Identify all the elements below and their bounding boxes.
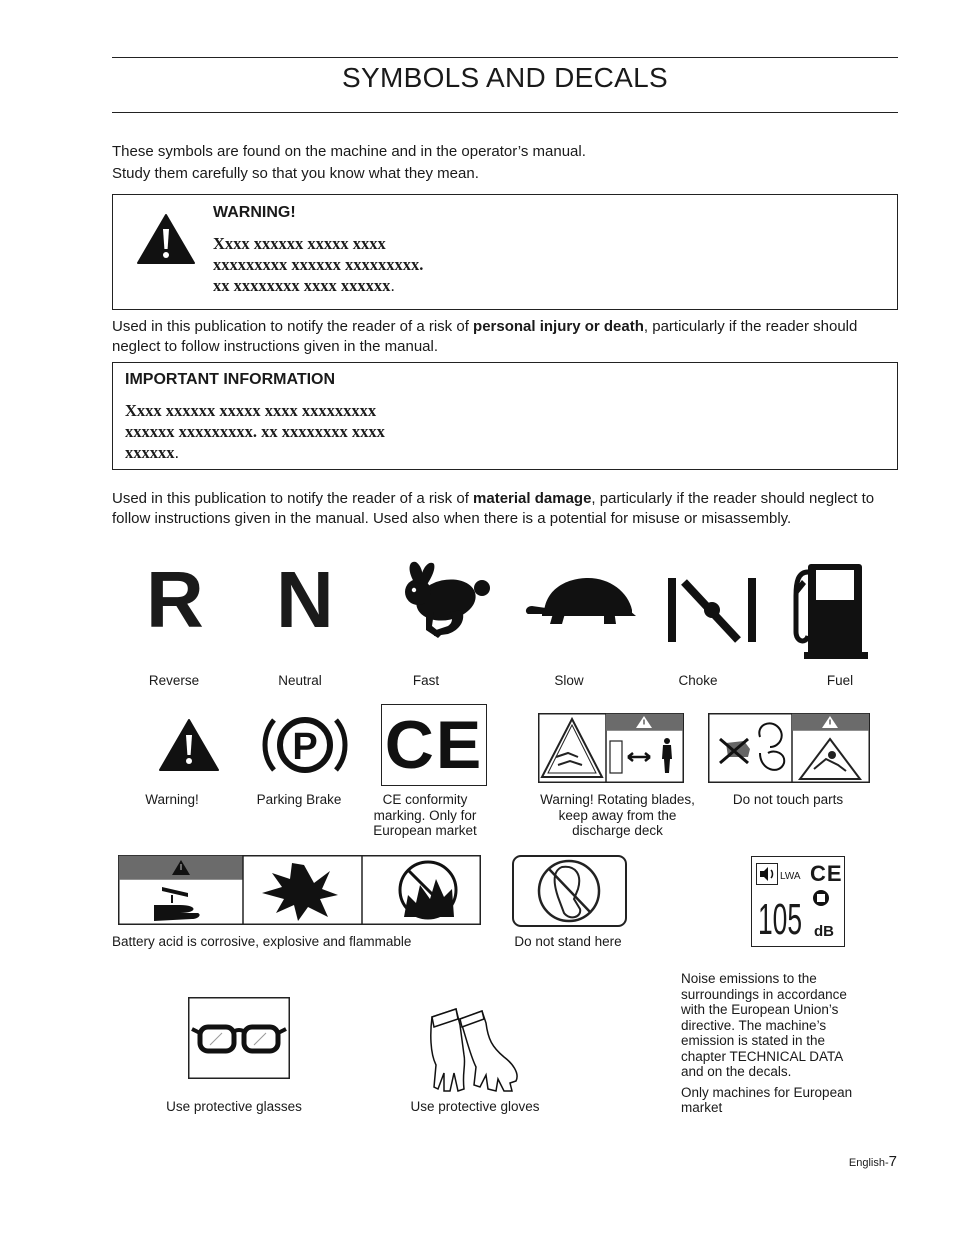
noise-decal — [751, 856, 845, 947]
important-heading: IMPORTANT INFORMATION — [125, 371, 336, 388]
important-box — [112, 362, 898, 470]
ce-mark-decal — [381, 704, 487, 786]
ce-mark: CE — [384, 707, 484, 783]
noise-value: 105 — [758, 895, 803, 944]
battery-decal — [118, 855, 481, 925]
warning-triangle-icon — [158, 718, 220, 772]
neutral-caption: Neutral — [278, 673, 322, 688]
warning-triangle-icon — [136, 213, 196, 265]
choke-icon — [668, 576, 760, 644]
protective-gloves-icon — [426, 1003, 522, 1093]
title-underline — [112, 112, 898, 113]
parking-brake-icon — [262, 712, 348, 778]
neutral-symbol: N — [276, 555, 334, 644]
parking-brake-letter: P — [292, 726, 318, 768]
noise-seal-icon — [812, 889, 830, 907]
reverse-symbol: R — [146, 555, 204, 644]
noise-ce-mark: CE — [810, 861, 843, 886]
warning-heading: WARNING! — [213, 204, 296, 221]
gloves-caption: Use protective gloves — [410, 1099, 540, 1114]
intro-line-2: Study them carefully so that you know what they mean. — [112, 165, 479, 182]
important-explanation: Used in this publication to notify the reader of a risk of material damage, particularly if the reader should neglect to follow instructions given in the manual. Used also when there is a potential for misuse or misassembly. — [112, 490, 875, 527]
fuel-pump-icon — [790, 562, 870, 660]
do-not-stand-decal — [512, 855, 627, 927]
top-rule — [112, 57, 898, 58]
page-footer: English-7 — [848, 1153, 897, 1170]
noise-unit: dB — [814, 923, 834, 940]
noise-caption: Noise emissions to the surroundings in accordance with the European Union’s directive. The machine’s emission is stated in the chapter TECHNICAL DATA and on the decals. Only machines for European market — [681, 971, 853, 1115]
glasses-caption: Use protective glasses — [166, 1099, 302, 1114]
intro-line-1: These symbols are found on the machine and in the operator’s manual. — [112, 143, 586, 160]
protective-glasses-decal — [188, 997, 290, 1079]
choke-caption: Choke — [678, 673, 718, 688]
rotating-blades-caption: Warning! Rotating blades, keep away from the discharge deck — [540, 792, 695, 838]
warning-box — [112, 194, 898, 310]
turtle-icon — [524, 576, 638, 626]
do-not-touch-decal — [708, 713, 870, 783]
warning-text: Xxxx xxxxxx xxxxx xxxx xxxxxxxxx xxxxxx xxxxxxxxx. xx xxxxxxxx xxxx xxxxxx. — [213, 234, 424, 295]
do-not-touch-caption: Do not touch parts — [732, 792, 844, 807]
battery-caption: Battery acid is corrosive, explosive and flammable — [112, 934, 412, 949]
warning-explanation: Used in this publication to notify the reader of a risk of personal injury or death, particularly if the reader should neglect to follow instructions given in the manual. — [112, 318, 858, 355]
page-title: SYMBOLS AND DECALS — [342, 62, 668, 93]
speaker-icon — [756, 863, 778, 885]
slow-caption: Slow — [554, 673, 584, 688]
fast-caption: Fast — [412, 673, 440, 688]
rotating-blades-decal — [538, 713, 684, 783]
reverse-caption: Reverse — [148, 673, 200, 688]
noise-lwa-label: LWA — [780, 871, 801, 882]
parking-brake-caption: Parking Brake — [256, 792, 342, 807]
warning-caption: Warning! — [145, 792, 199, 807]
fuel-caption: Fuel — [826, 673, 854, 688]
do-not-stand-caption: Do not stand here — [514, 934, 622, 949]
page-number: 7 — [888, 1153, 897, 1170]
rabbit-icon — [396, 558, 496, 640]
important-text: Xxxx xxxxxx xxxxx xxxx xxxxxxxxx xxxxxx xxxxxxxxx. xx xxxxxxxx xxxx xxxxxx. — [125, 401, 385, 462]
ce-caption: CE conformity marking. Only for European market — [373, 792, 477, 838]
